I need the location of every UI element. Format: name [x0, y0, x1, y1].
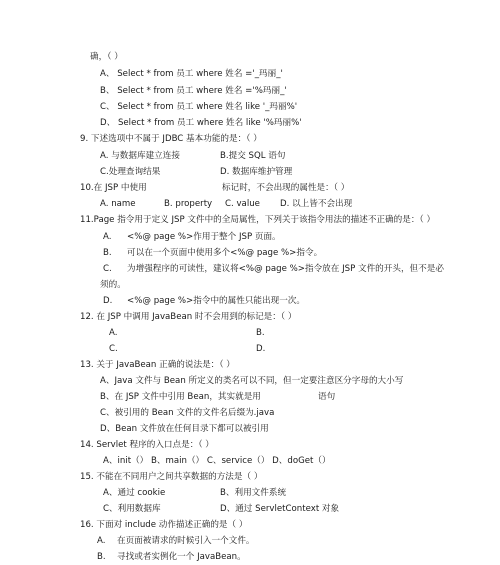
q10-option-b: B. property: [164, 199, 213, 209]
q11-option-a-letter: A.: [103, 232, 112, 242]
q16-option-a-letter: A.: [97, 536, 106, 546]
q10-option-a: A. name: [100, 199, 136, 209]
q8-option-b: B、 Select * from 员工 where 姓名 ='%玛丽_': [100, 86, 287, 96]
q11-option-a: <%@ page %>作用于整个 JSP 页面。: [127, 232, 281, 242]
q8-option-d: D、 Select * from 员工 where 姓名 like '%玛丽%': [100, 118, 302, 128]
q14-stem: 14. Servlet 程序的入口点是：（ ）: [80, 440, 214, 450]
q10-stem: 10.在 JSP 中使用: [80, 183, 147, 193]
q9-option-c: C.处理查询结果: [100, 167, 161, 177]
q10-stem-cont: 标记时，不会出现的属性是：（ ）: [222, 183, 350, 193]
q8-stem-end: 确，（ ）: [90, 52, 123, 62]
q9-option-d: D. 数据库维护管理: [220, 167, 293, 177]
q15-option-b: B、利用文件系统: [220, 488, 287, 498]
q13-option-b-cont: 语句: [318, 392, 336, 402]
q8-option-c: C、 Select * from 员工 where 姓名 like '_玛丽%': [100, 102, 298, 112]
q15-stem: 15. 不能在不同用户之间共享数据的方法是（ ）: [80, 472, 263, 482]
q12-option-d: D.: [256, 344, 266, 354]
q10-option-c: C. value: [225, 199, 260, 209]
q11-option-c: 为增强程序的可读性，建议将<%@ page %>指令放在 JSP 文件的开头，但不是必: [127, 264, 444, 274]
q9-option-a: A. 与数据库建立连接: [100, 151, 180, 161]
q11-option-d: <%@ page %>指令中的属性只能出现一次。: [127, 296, 305, 306]
q13-option-a: A、Java 文件与 Bean 所定义的类名可以不同，但一定要注意区分字母的大小写: [100, 376, 404, 386]
q12-option-b: B.: [256, 328, 265, 338]
q11-option-c-letter: C.: [103, 264, 112, 274]
q13-option-d: D、Bean 文件放在任何目录下都可以被引用: [100, 424, 269, 434]
q11-option-d-letter: D.: [103, 296, 113, 306]
q8-option-a: A、 Select * from 员工 where 姓名 ='_玛丽_': [100, 69, 283, 79]
q16-option-a: 在页面被请求的时候引入一个文件。: [117, 536, 255, 546]
q13-option-b: B、在 JSP 文件中引用 Bean，其实就是用: [100, 392, 261, 402]
q11-stem: 11.Page 指令用于定义 JSP 文件中的全局属性，下列关于该指令用法的描述不正确的是：（ ）: [80, 215, 436, 225]
q10-option-d: D. 以上皆不会出现: [280, 199, 353, 209]
q11-option-c-cont: 须的。: [100, 280, 126, 290]
q14-options: A、init（） B、main（） C、service（） D、doGet（）: [103, 456, 331, 466]
q13-option-c: C、被引用的 Bean 文件的文件名后缀为.java: [100, 408, 275, 418]
q15-option-c: C、利用数据库: [103, 504, 161, 514]
q15-option-a: A、通过 cookie: [103, 488, 166, 498]
q11-option-b: 可以在一个页面中使用多个<%@ page %>指令。: [127, 248, 323, 258]
q9-option-b: B.提交 SQL 语句: [220, 151, 286, 161]
q13-stem: 13. 关于 JavaBean 正确的说法是：（ ）: [80, 360, 235, 370]
q15-option-d: D、通过 ServletContext 对象: [220, 504, 340, 514]
q16-stem: 16. 下面对 include 动作描述正确的是（ ）: [80, 520, 248, 530]
q12-option-c: C.: [109, 344, 118, 354]
q16-option-b: 寻找或者实例化一个 JavaBean。: [117, 552, 246, 562]
q16-option-b-letter: B.: [97, 552, 106, 562]
q12-stem: 12. 在 JSP 中调用 JavaBean 时不会用到的标记是：（ ）: [80, 312, 297, 322]
q12-option-a: A.: [109, 328, 118, 338]
q9-stem: 9. 下述选项中不属于 JDBC 基本功能的是：（ ）: [80, 134, 262, 144]
q11-option-b-letter: B.: [103, 248, 112, 258]
